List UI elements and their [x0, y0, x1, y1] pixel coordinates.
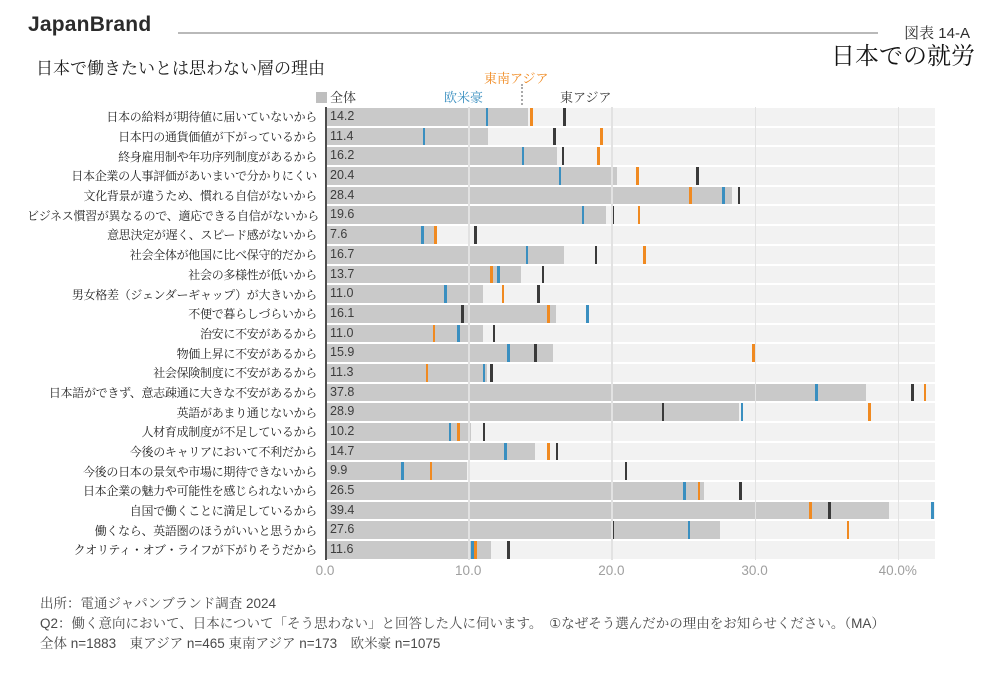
east-asia-tick	[828, 502, 831, 520]
row-plot	[325, 344, 935, 362]
row-plot	[325, 384, 935, 402]
chart-row	[27, 481, 935, 501]
chart-row	[27, 265, 935, 285]
overall-value: 16.2	[330, 148, 355, 163]
x-axis	[315, 563, 935, 581]
row-plot	[325, 108, 935, 126]
overall-swatch-icon	[316, 92, 327, 103]
chart-row	[27, 520, 935, 540]
southeast-asia-tick	[547, 443, 550, 461]
row-label: 働くなら、英語圏のほうがいいと思うから	[94, 523, 317, 538]
chart-row	[27, 442, 935, 462]
east-asia-tick	[461, 305, 464, 323]
overall-bar	[325, 305, 556, 323]
chart-row	[27, 363, 935, 383]
west-tick	[486, 108, 489, 126]
row-label: 日本企業の人事評価があいまいで分かりにくい	[71, 169, 317, 184]
chart-row	[27, 402, 935, 422]
row-plot	[325, 147, 935, 165]
west-tick	[423, 128, 426, 146]
chart-row	[27, 107, 935, 127]
row-label: 社会保険制度に不安があるから	[153, 366, 317, 381]
southeast-asia-tick	[433, 325, 436, 343]
overall-bar	[325, 206, 606, 224]
footer	[40, 594, 885, 654]
brand-title: JapanBrand	[28, 13, 152, 36]
east-asia-tick	[507, 541, 510, 559]
east-asia-tick	[537, 285, 540, 303]
west-tick	[559, 167, 562, 185]
west-tick	[497, 266, 500, 284]
overall-value: 20.4	[330, 168, 355, 183]
west-tick	[444, 285, 447, 303]
header-rule	[178, 32, 878, 34]
row-label: 日本の給料が期待値に届いていないから	[106, 110, 317, 125]
row-label: クオリティ・オブ・ライフが下がりそうだから	[73, 543, 317, 558]
southeast-asia-tick	[530, 108, 533, 126]
row-plot	[325, 305, 935, 323]
row-plot	[325, 285, 935, 303]
chart-row	[27, 225, 935, 245]
overall-value: 26.5	[330, 483, 355, 498]
overall-bar	[325, 344, 553, 362]
southeast-asia-tick	[547, 305, 550, 323]
row-plot	[325, 502, 935, 520]
source-note: 出所：電通ジャパンブランド調査 2024	[40, 596, 277, 611]
east-asia-tick	[562, 147, 565, 165]
x-axis-label: 40.0%	[878, 563, 917, 578]
overall-bar	[325, 502, 889, 520]
chart-row	[27, 205, 935, 225]
southeast-asia-tick	[434, 226, 437, 244]
east-asia-tick	[542, 266, 545, 284]
row-plot	[325, 403, 935, 421]
overall-bar	[325, 167, 617, 185]
west-tick	[582, 206, 585, 224]
southeast-asia-tick	[809, 502, 812, 520]
overall-value: 9.9	[330, 463, 348, 478]
chart-row	[27, 186, 935, 206]
west-tick	[522, 147, 525, 165]
southeast-asia-tick	[597, 147, 600, 165]
east-asia-tick	[612, 206, 615, 224]
legend-overall-label: 全体	[330, 90, 357, 105]
southeast-asia-tick	[502, 285, 505, 303]
east-asia-tick	[474, 226, 477, 244]
row-label: 社会全体が他国に比べ保守的だから	[129, 248, 317, 263]
east-asia-tick	[483, 423, 486, 441]
overall-value: 19.6	[330, 207, 355, 222]
row-label: 英語があまり通じないから	[176, 405, 317, 420]
east-asia-tick	[662, 403, 665, 421]
x-axis-label: 10.0	[455, 563, 482, 578]
southeast-asia-tick	[698, 482, 701, 500]
chart-row	[27, 343, 935, 363]
overall-value: 10.2	[330, 424, 355, 438]
row-plot	[325, 206, 935, 224]
legend-item-east-asia: 東アジア	[560, 90, 612, 105]
east-asia-tick	[534, 344, 537, 362]
east-asia-tick	[595, 246, 598, 264]
overall-value: 14.2	[330, 109, 355, 123]
sample-sizes-note: 全体 n=1883 東アジア n=465 東南アジア n=173 欧米豪 n=1075	[40, 636, 441, 651]
legend-item-overall	[316, 87, 356, 106]
chart-row	[27, 422, 935, 442]
west-tick	[507, 344, 510, 362]
chart-row	[27, 166, 935, 186]
row-label: 治安に不安があるから	[199, 326, 317, 341]
overall-value: 13.7	[330, 266, 355, 281]
row-label: 男女格差（ジェンダーギャップ）が大きいから	[71, 287, 317, 302]
overall-value: 11.4	[330, 128, 354, 143]
west-tick	[401, 462, 404, 480]
southeast-asia-tick	[868, 403, 871, 421]
row-plot	[325, 128, 935, 146]
overall-value: 16.7	[330, 246, 355, 261]
row-label: 文化背景が違うため、慣れる自信がないから	[83, 189, 317, 204]
west-tick	[421, 226, 424, 244]
west-tick	[683, 482, 686, 500]
southeast-asia-tick	[430, 462, 433, 480]
overall-value: 11.3	[330, 364, 354, 379]
chart-row	[27, 127, 935, 147]
overall-value: 7.6	[330, 227, 348, 242]
east-asia-tick	[553, 128, 556, 146]
chart-row	[27, 146, 935, 166]
east-asia-tick	[625, 462, 628, 480]
southeast-asia-tick	[490, 266, 493, 284]
chart	[27, 67, 935, 587]
overall-value: 11.6	[330, 542, 354, 557]
row-plot	[325, 167, 935, 185]
row-plot	[325, 521, 935, 539]
x-axis-label: 30.0	[741, 563, 768, 578]
x-axis-label: 20.0	[598, 563, 625, 578]
east-asia-tick	[556, 443, 559, 461]
row-plot	[325, 541, 935, 559]
row-plot	[325, 364, 935, 382]
overall-value: 11.0	[330, 286, 354, 301]
overall-value: 39.4	[330, 502, 355, 517]
southeast-asia-tick	[643, 246, 646, 264]
row-label: 人材育成制度が不足しているから	[141, 425, 317, 440]
southeast-asia-tick	[638, 206, 641, 224]
east-asia-tick	[696, 167, 699, 185]
overall-bar	[325, 521, 720, 539]
row-label: 終身雇用制や年功序列制度があるから	[118, 149, 317, 164]
overall-bar	[325, 108, 528, 126]
southeast-asia-tick	[924, 384, 927, 402]
chart-title: 日本で働きたいとは思わない層の理由	[36, 59, 325, 78]
row-label: 意思決定が遅く、スピード感がないから	[107, 228, 317, 243]
southeast-asia-tick	[474, 541, 477, 559]
chart-row	[27, 245, 935, 265]
west-tick	[688, 521, 691, 539]
west-tick	[931, 502, 934, 520]
chart-row	[27, 383, 935, 403]
southeast-asia-tick	[847, 521, 850, 539]
east-asia-tick	[738, 187, 741, 205]
overall-value: 16.1	[330, 305, 355, 320]
row-plot	[325, 325, 935, 343]
chart-row	[27, 304, 935, 324]
row-plot	[325, 462, 935, 480]
x-axis-label: 0.0	[315, 563, 335, 578]
overall-value: 15.9	[330, 345, 355, 360]
legend-item-west: 欧米豪	[444, 90, 484, 105]
east-asia-tick	[911, 384, 914, 402]
overall-value: 11.0	[330, 325, 354, 340]
row-label: ビジネス慣習が異なるので、適応できる自信がないから	[27, 208, 319, 223]
overall-value: 28.9	[330, 404, 355, 419]
overall-value: 27.6	[330, 522, 355, 537]
row-label: 日本円の通貨価値が下がっているから	[118, 130, 317, 145]
chart-row	[27, 324, 935, 344]
overall-bar	[325, 403, 739, 421]
overall-value: 28.4	[330, 187, 355, 202]
chart-row	[27, 501, 935, 521]
row-label: 物価上昇に不安があるから	[176, 346, 317, 361]
overall-value: 14.7	[330, 443, 355, 458]
west-tick	[741, 403, 744, 421]
row-label: 日本企業の魅力や可能性を感じられないから	[82, 484, 317, 499]
overall-bar	[325, 187, 732, 205]
west-tick	[504, 443, 507, 461]
overall-bar	[325, 482, 704, 500]
chart-rows	[27, 107, 935, 560]
southeast-asia-tick	[600, 128, 603, 146]
west-tick	[815, 384, 818, 402]
section-title: 日本での就労	[831, 42, 975, 70]
row-label: 不便で暮らしづらいから	[188, 307, 317, 322]
southeast-asia-leader-line	[521, 84, 523, 105]
row-label: 日本語ができず、意志疎通に大きな不安があるから	[48, 385, 317, 400]
row-label: 自国で働くことに満足しているから	[129, 504, 317, 519]
row-plot	[325, 423, 935, 441]
west-tick	[457, 325, 460, 343]
row-label: 今後のキャリアにおいて不利だから	[129, 445, 317, 460]
row-plot	[325, 187, 935, 205]
west-tick	[483, 364, 486, 382]
row-plot	[325, 443, 935, 461]
row-label: 今後の日本の景気や市場に期待できないから	[82, 464, 317, 479]
southeast-asia-tick	[636, 167, 639, 185]
row-label: 社会の多様性が低いから	[188, 267, 317, 282]
west-tick	[449, 423, 452, 441]
chart-row	[27, 540, 935, 560]
legend-item-southeast-asia: 東南アジア	[484, 71, 549, 86]
west-tick	[586, 305, 589, 323]
row-plot	[325, 266, 935, 284]
east-asia-tick	[493, 325, 496, 343]
chart-row	[27, 461, 935, 481]
overall-value: 37.8	[330, 384, 355, 399]
question-note: Q2：働く意向において、日本について「そう思わない」と回答した人に伺います。 ①なぜそう選んだかの理由をお知らせください。（MA）	[40, 616, 885, 631]
overall-bar	[325, 384, 866, 402]
southeast-asia-tick	[752, 344, 755, 362]
east-asia-tick	[739, 482, 742, 500]
west-tick	[526, 246, 529, 264]
row-plot	[325, 226, 935, 244]
figure-label: 図表 14-A	[904, 25, 970, 42]
row-plot	[325, 482, 935, 500]
east-asia-tick	[563, 108, 566, 126]
chart-row	[27, 284, 935, 304]
west-tick	[722, 187, 725, 205]
row-plot	[325, 246, 935, 264]
southeast-asia-tick	[457, 423, 460, 441]
southeast-asia-tick	[689, 187, 692, 205]
east-asia-tick	[490, 364, 493, 382]
east-asia-tick	[612, 521, 615, 539]
southeast-asia-tick	[426, 364, 429, 382]
